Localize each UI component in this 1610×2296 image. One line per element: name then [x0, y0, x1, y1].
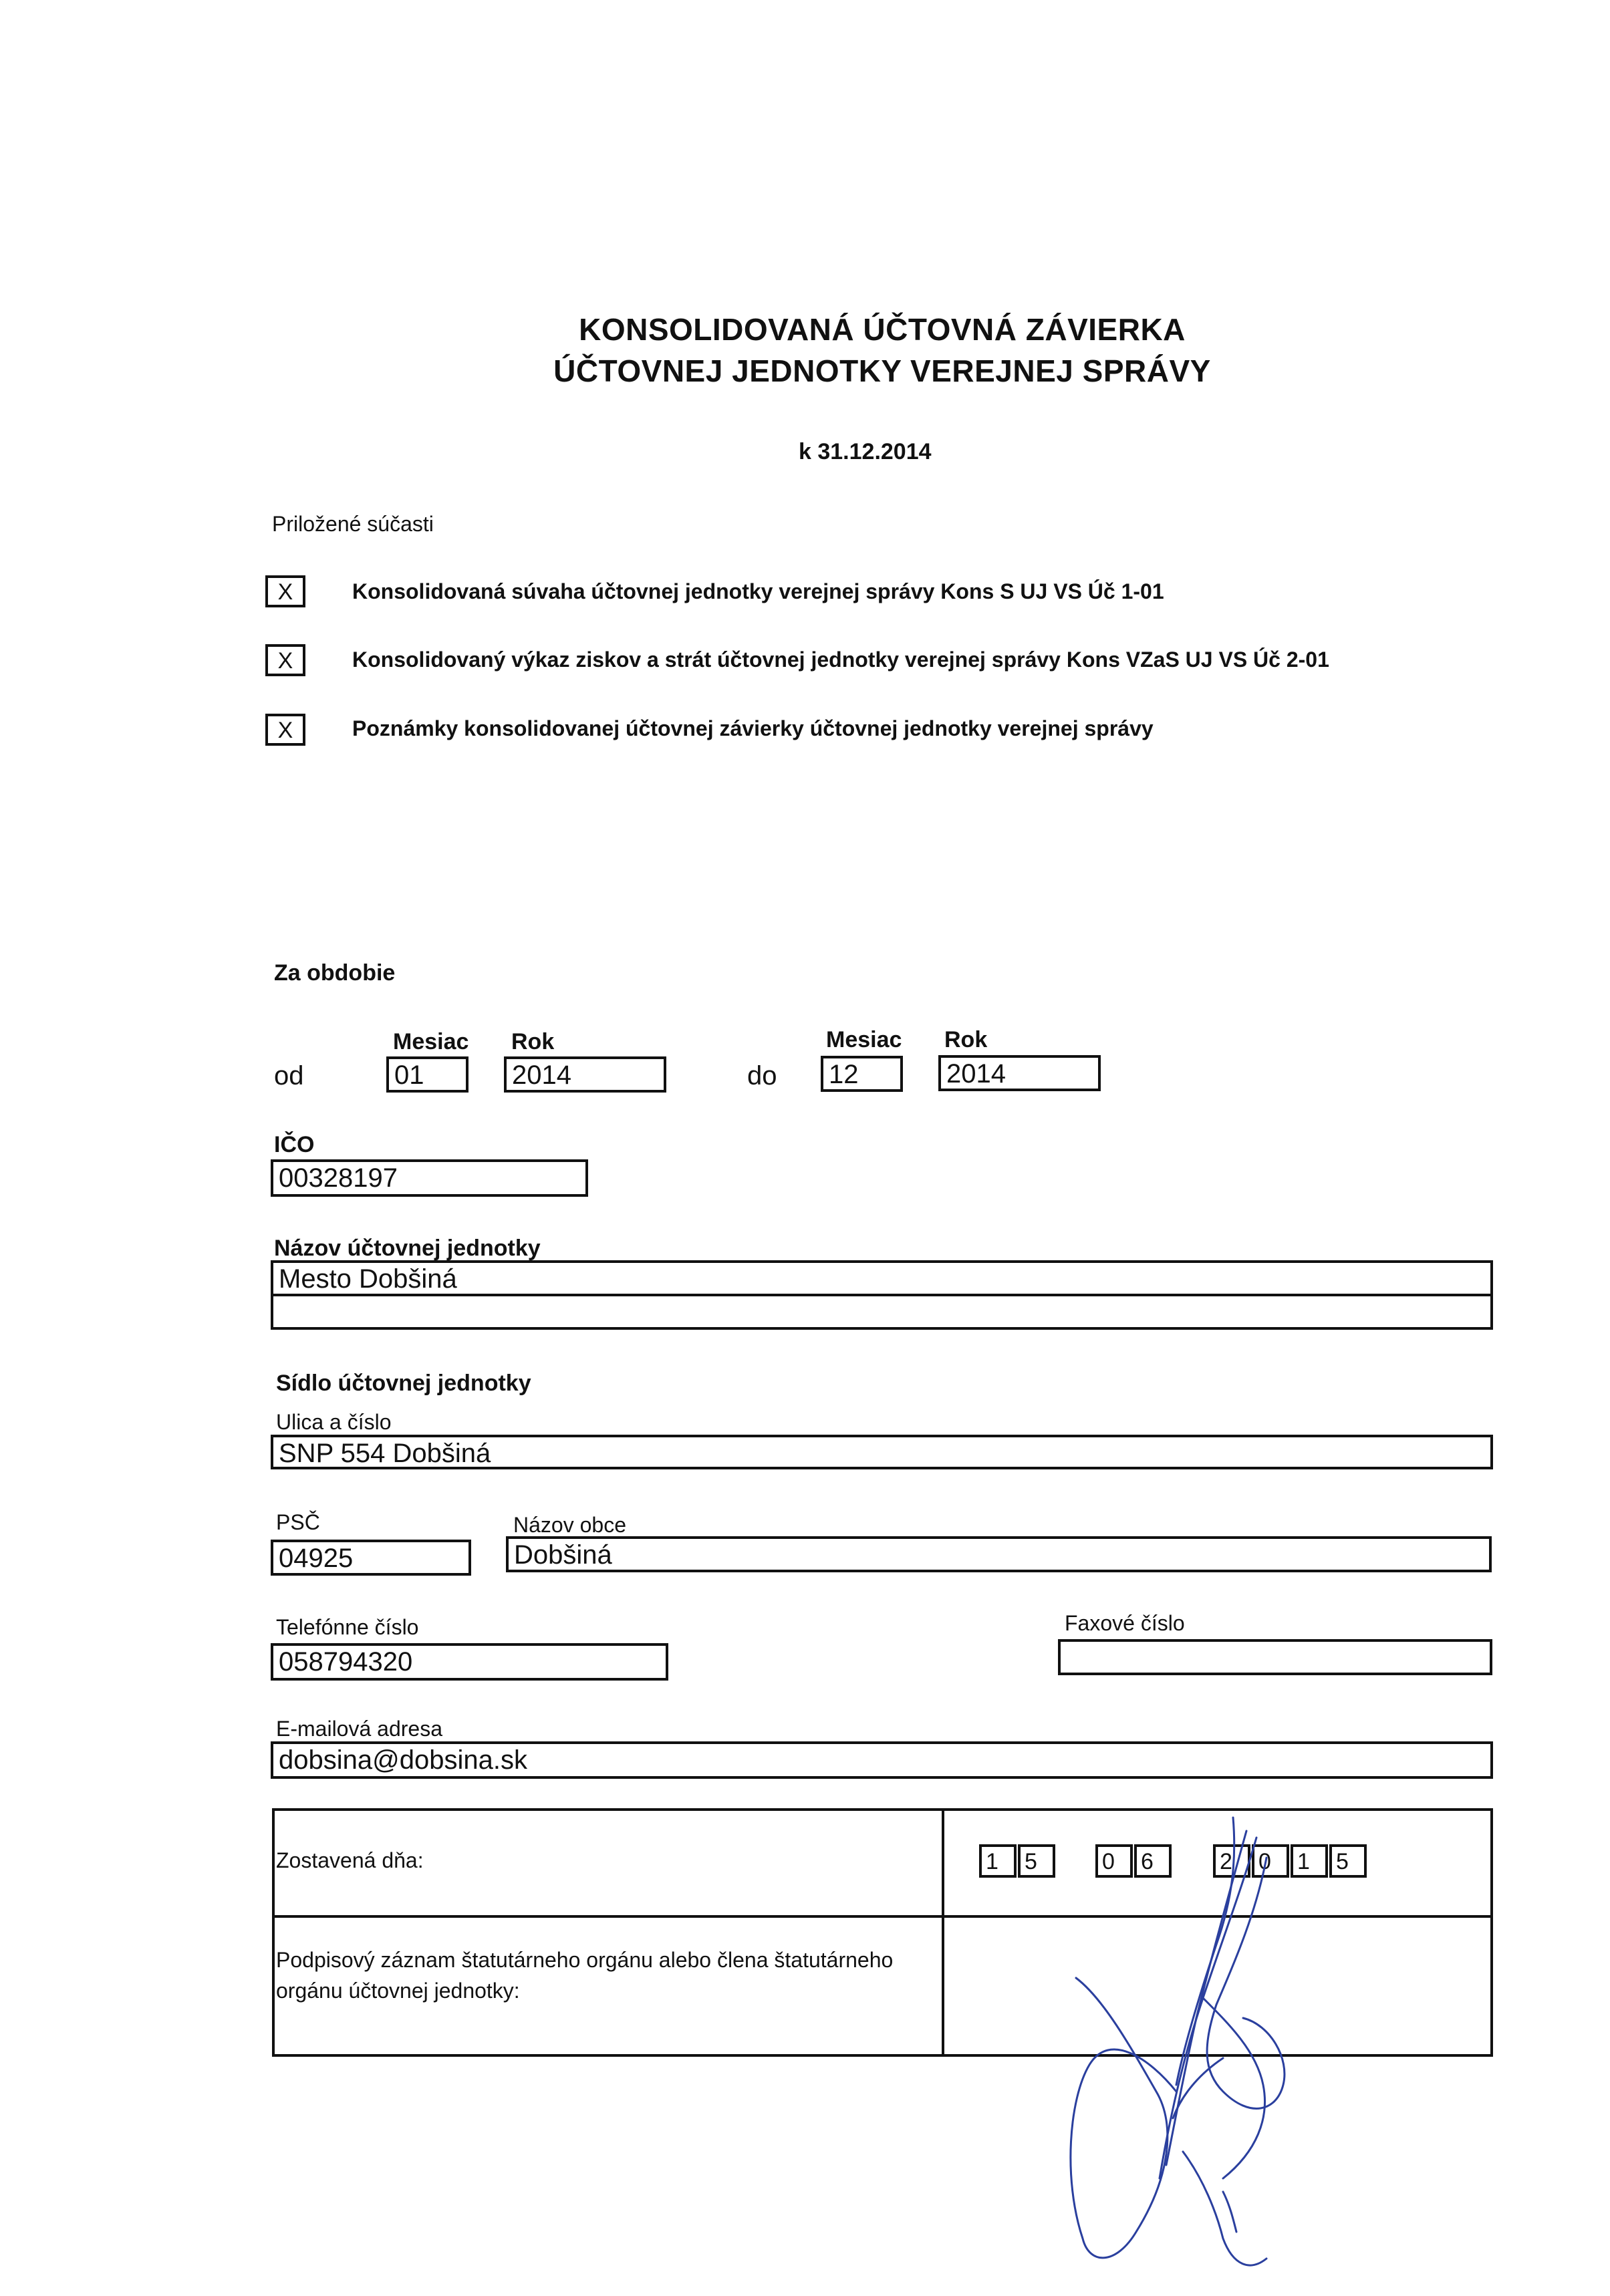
ico-field[interactable]: 00328197 [271, 1159, 588, 1197]
seat-label: Sídlo účtovnej jednotky [276, 1371, 531, 1396]
date-digit-7[interactable]: 1 [1291, 1844, 1328, 1878]
fax-field[interactable] [1058, 1639, 1492, 1675]
to-label: do [747, 1061, 777, 1091]
date-digit-8[interactable]: 5 [1329, 1844, 1367, 1878]
entity-name-line1-field[interactable]: Mesto Dobšiná [271, 1260, 1493, 1296]
to-month-label: Mesiac [826, 1027, 902, 1052]
city-label: Názov obce [513, 1513, 626, 1537]
from-month-field[interactable]: 01 [386, 1056, 468, 1093]
handwritten-signature [1002, 1804, 1310, 2285]
entity-name-line2-field[interactable] [271, 1294, 1493, 1330]
date-digit-1[interactable]: 1 [979, 1844, 1017, 1878]
title-line-1: KONSOLIDOVANÁ ÚČTOVNÁ ZÁVIERKA [579, 312, 1186, 347]
attachment-checkbox-3[interactable]: X [265, 714, 305, 746]
phone-field[interactable]: 058794320 [271, 1643, 668, 1681]
from-month-label: Mesiac [393, 1029, 469, 1054]
attachments-label: Priložené súčasti [272, 512, 434, 536]
date-digit-5[interactable]: 2 [1213, 1844, 1250, 1878]
signature-label-line1: Podpisový záznam štatutárneho orgánu alebo člena štatutárneho [276, 1948, 894, 1972]
attachment-label-1: Konsolidovaná súvaha účtovnej jednotky verejnej správy Kons S UJ VS Úč 1-01 [352, 579, 1164, 603]
fax-label: Faxové číslo [1065, 1611, 1185, 1635]
date-digit-4[interactable]: 6 [1134, 1844, 1172, 1878]
phone-label: Telefónne číslo [276, 1615, 419, 1639]
street-label: Ulica a číslo [276, 1410, 392, 1434]
from-label: od [274, 1061, 304, 1091]
date-digit-2[interactable]: 5 [1018, 1844, 1055, 1878]
entity-name-label: Názov účtovnej jednotky [274, 1236, 541, 1261]
attachment-checkbox-1[interactable]: X [265, 575, 305, 607]
title-line-2: ÚČTOVNEJ JEDNOTKY VEREJNEJ SPRÁVY [553, 353, 1211, 388]
email-label: E-mailová adresa [276, 1717, 442, 1741]
attachment-label-2: Konsolidovaný výkaz ziskov a strát účtovnej jednotky verejnej správy Kons VZaS UJ VS Úč 2-01 [352, 648, 1329, 672]
date-digit-6[interactable]: 0 [1252, 1844, 1289, 1878]
ico-label: IČO [274, 1132, 315, 1157]
from-year-field[interactable]: 2014 [504, 1056, 666, 1093]
date-digit-3[interactable]: 0 [1095, 1844, 1133, 1878]
from-year-label: Rok [511, 1029, 555, 1054]
city-field[interactable]: Dobšiná [506, 1536, 1492, 1572]
report-date: k 31.12.2014 [799, 439, 932, 464]
period-label: Za obdobie [274, 960, 396, 986]
psc-field[interactable]: 04925 [271, 1540, 471, 1576]
psc-label: PSČ [276, 1510, 320, 1534]
signature-table-divider-v [942, 1808, 944, 2057]
signature-label-line2: orgánu účtovnej jednotky: [276, 1979, 520, 2003]
attachment-checkbox-2[interactable]: X [265, 644, 305, 676]
to-month-field[interactable]: 12 [821, 1056, 903, 1092]
compiled-date-label: Zostavená dňa: [276, 1848, 424, 1872]
attachment-label-3: Poznámky konsolidovanej účtovnej závierky účtovnej jednotky verejnej správy [352, 716, 1154, 740]
to-year-label: Rok [944, 1027, 988, 1052]
street-field[interactable]: SNP 554 Dobšiná [271, 1435, 1493, 1469]
to-year-field[interactable]: 2014 [938, 1055, 1101, 1091]
email-field[interactable]: dobsina@dobsina.sk [271, 1741, 1493, 1779]
